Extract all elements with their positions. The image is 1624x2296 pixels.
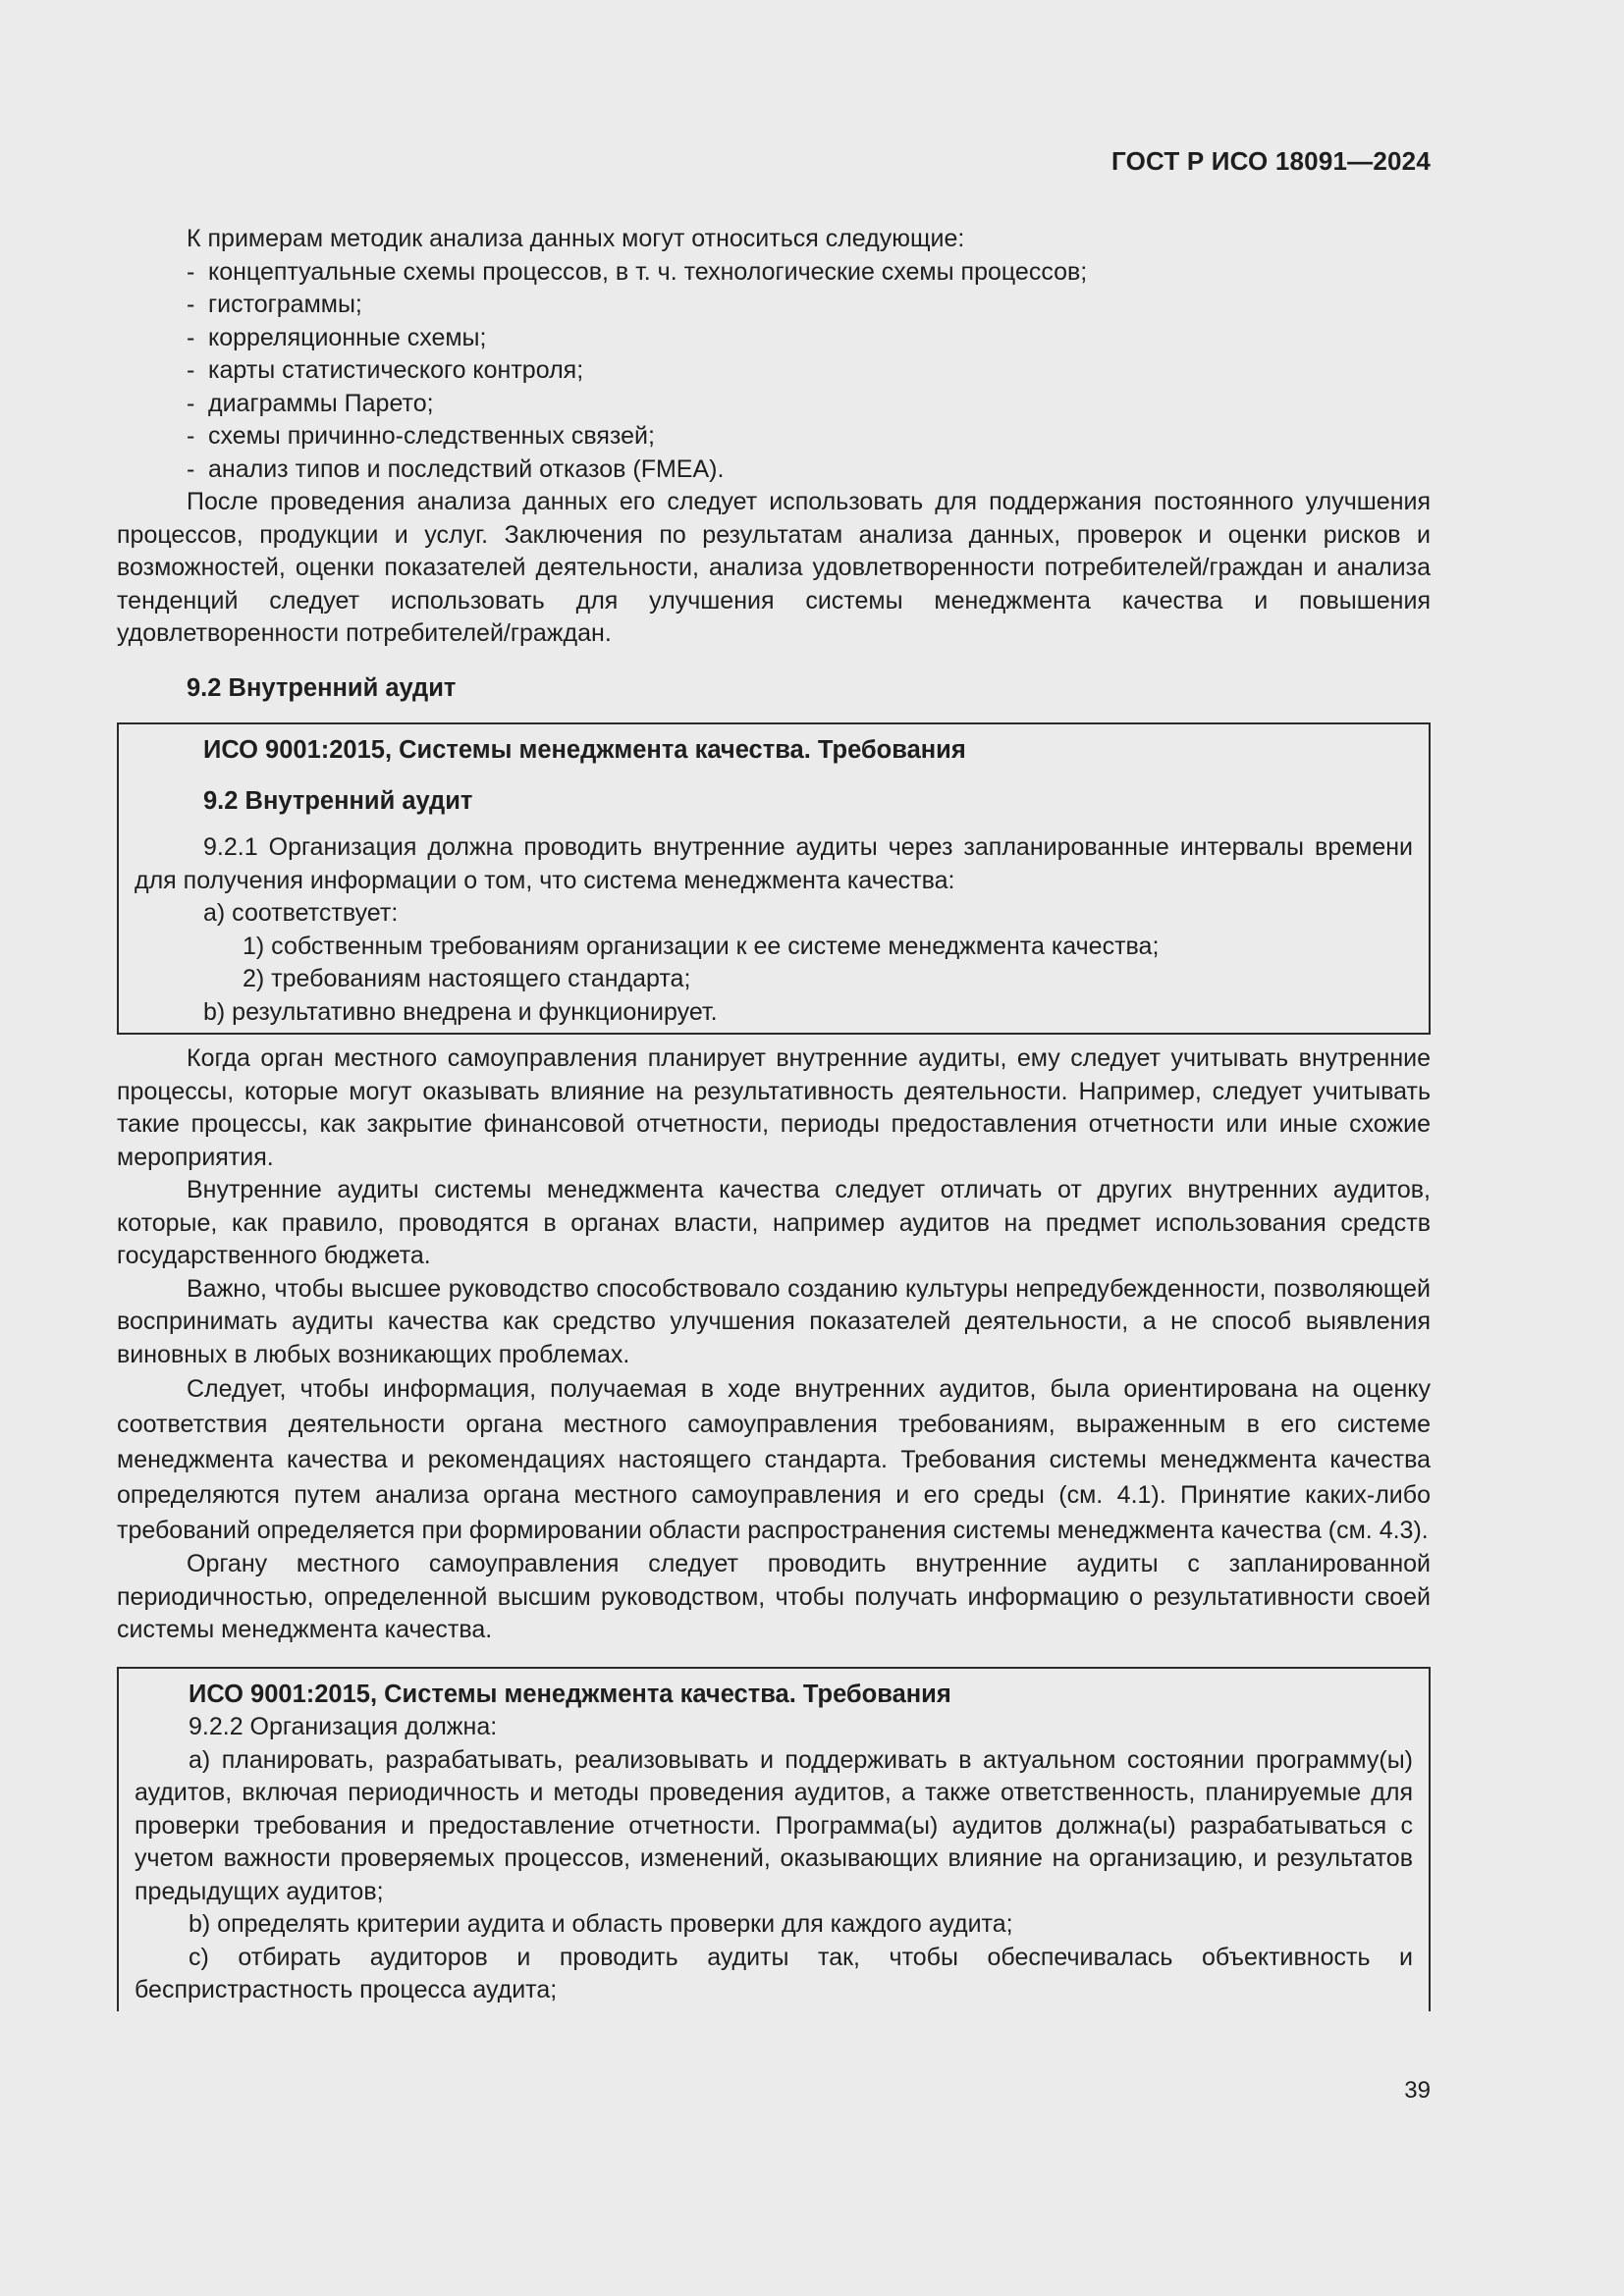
clause-item-a2: 2) требованиям настоящего стандарта; <box>243 965 691 992</box>
clause-item-a: a) планировать, разрабатывать, реализовывать и поддерживать в актуальном состоянии программу(ы) аудитов, включая периодичность и методы проведения аудитов, а также ответственность, планируемые для проверки требования и предоставление отчетности. Программа(ы) аудитов должна(ы) разрабатываться с учетом важности проверяемых процессов, изменений, оказывающих влияние на организацию, и результатов предыдущих аудитов; <box>135 1745 1413 1905</box>
list-item-text: карты статистического контроля; <box>208 356 584 384</box>
body-paragraph: Органу местного самоуправления следует проводить внутренние аудиты с запланированной периодичностью, определенной высшим руководством, чтобы получать информацию о результативности своей системы менеджмента качества. <box>117 1550 1431 1643</box>
list-dash: - <box>187 291 195 318</box>
page-content <box>117 223 1431 2019</box>
clause-item-a1: 1) собственным требованиям организации к ее системе менеджмента качества; <box>243 932 1160 960</box>
list-dash: - <box>187 389 195 417</box>
list-item-text: анализ типов и последствий отказов (FMEA). <box>208 454 725 483</box>
list-item <box>117 289 1431 322</box>
iso-quote-box <box>117 722 1431 1035</box>
list-dash: - <box>187 257 195 286</box>
list-dash: - <box>187 356 195 384</box>
iso-quote-title: ИСО 9001:2015, Системы менеджмента качества. Требования <box>189 1680 951 1708</box>
list-dash: - <box>187 323 195 351</box>
list-item <box>117 420 1431 454</box>
list-item <box>117 388 1431 421</box>
body-paragraph: Внутренние аудиты системы менеджмента качества следует отличать от других внутренних аудитов, которые, как правило, проводятся в органах власти, например аудитов на предмет использования средств государственного бюджета. <box>117 1176 1431 1269</box>
analysis-methods-list <box>117 256 1431 487</box>
section-heading-internal-audit: 9.2 Внутренний аудит <box>187 673 457 702</box>
list-item-text: концептуальные схемы процессов, в т. ч. технологические схемы процессов; <box>208 257 1088 286</box>
body-paragraph: Важно, чтобы высшее руководство способствовало созданию культуры непредубежденности, позволяющей воспринимать аудиты качества как средство улучшения показателей деятельности, а не способ выявления виновных в любых возникающих проблемах. <box>117 1274 1431 1368</box>
list-dash: - <box>187 454 195 483</box>
body-paragraph: Когда орган местного самоуправления планирует внутренние аудиты, ему следует учитывать внутренние процессы, которые могут оказывать влияние на результативность деятельности. Например, следует учитывать такие процессы, как закрытие финансовой отчетности, периоды предоставления отчетности или иные схожие мероприятия. <box>117 1044 1431 1171</box>
analysis-conclusion: После проведения анализа данных его следует использовать для поддержания постоянного улучшения процессов, продукции и услуг. Заключения по результатам анализа данных, проверок и оценки рисков и возможностей, оценки показателей деятельности, анализа удовлетворенности потребителей/граждан и анализа тенденций следует использовать для улучшения системы менеджмента качества и повышения удовлетворенности потребителей/граждан. <box>117 488 1431 647</box>
list-item-text: схемы причинно-следственных связей; <box>208 422 655 450</box>
iso-quote-box-continued <box>117 1667 1431 2011</box>
list-item-text: корреляционные схемы; <box>208 323 487 351</box>
list-item-text: диаграммы Парето; <box>208 389 434 417</box>
list-item <box>117 256 1431 290</box>
list-item-text: гистограммы; <box>208 291 362 318</box>
clause-item-c: c) отбирать аудиторов и проводить аудиты так, чтобы обеспечивалась объективность и беспристрастность процесса аудита; <box>135 1943 1413 2003</box>
analysis-intro: К примерам методик анализа данных могут относиться следующие: <box>187 225 965 252</box>
page-number: 39 <box>1404 2077 1431 2104</box>
body-paragraph: Следует, чтобы информация, получаемая в ходе внутренних аудитов, была ориентирована на оценку соответствия деятельности органа местного самоуправления требованиям, выраженным в его системе менеджмента качества и рекомендациях настоящего стандарта. Требования системы менеджмента качества определяются путем анализа органа местного самоуправления и его среды (см. 4.1). Принятие каких-либо требований определяется при формировании области распространения системы менеджмента качества (см. 4.3). <box>117 1375 1431 1544</box>
iso-quote-heading: 9.2 Внутренний аудит <box>203 786 473 815</box>
list-item <box>117 454 1431 487</box>
iso-quote-title: ИСО 9001:2015, Системы менеджмента качества. Требования <box>203 736 966 764</box>
list-item <box>117 322 1431 355</box>
clause-item-b: b) определять критерии аудита и область проверки для каждого аудита; <box>189 1910 1013 1938</box>
iso-clause-9-2-2: 9.2.2 Организация должна: <box>189 1713 498 1740</box>
list-dash: - <box>187 422 195 450</box>
clause-item-a: a) соответствует: <box>203 899 399 927</box>
iso-clause-9-2-1: 9.2.1 Организация должна проводить внутренние аудиты через запланированные интервалы времени для получения информации о том, что система менеджмента качества: <box>135 833 1413 894</box>
list-item <box>117 354 1431 388</box>
standard-header: ГОСТ Р ИСО 18091—2024 <box>1110 146 1431 176</box>
clause-item-b: b) результативно внедрена и функционирует. <box>203 997 718 1026</box>
